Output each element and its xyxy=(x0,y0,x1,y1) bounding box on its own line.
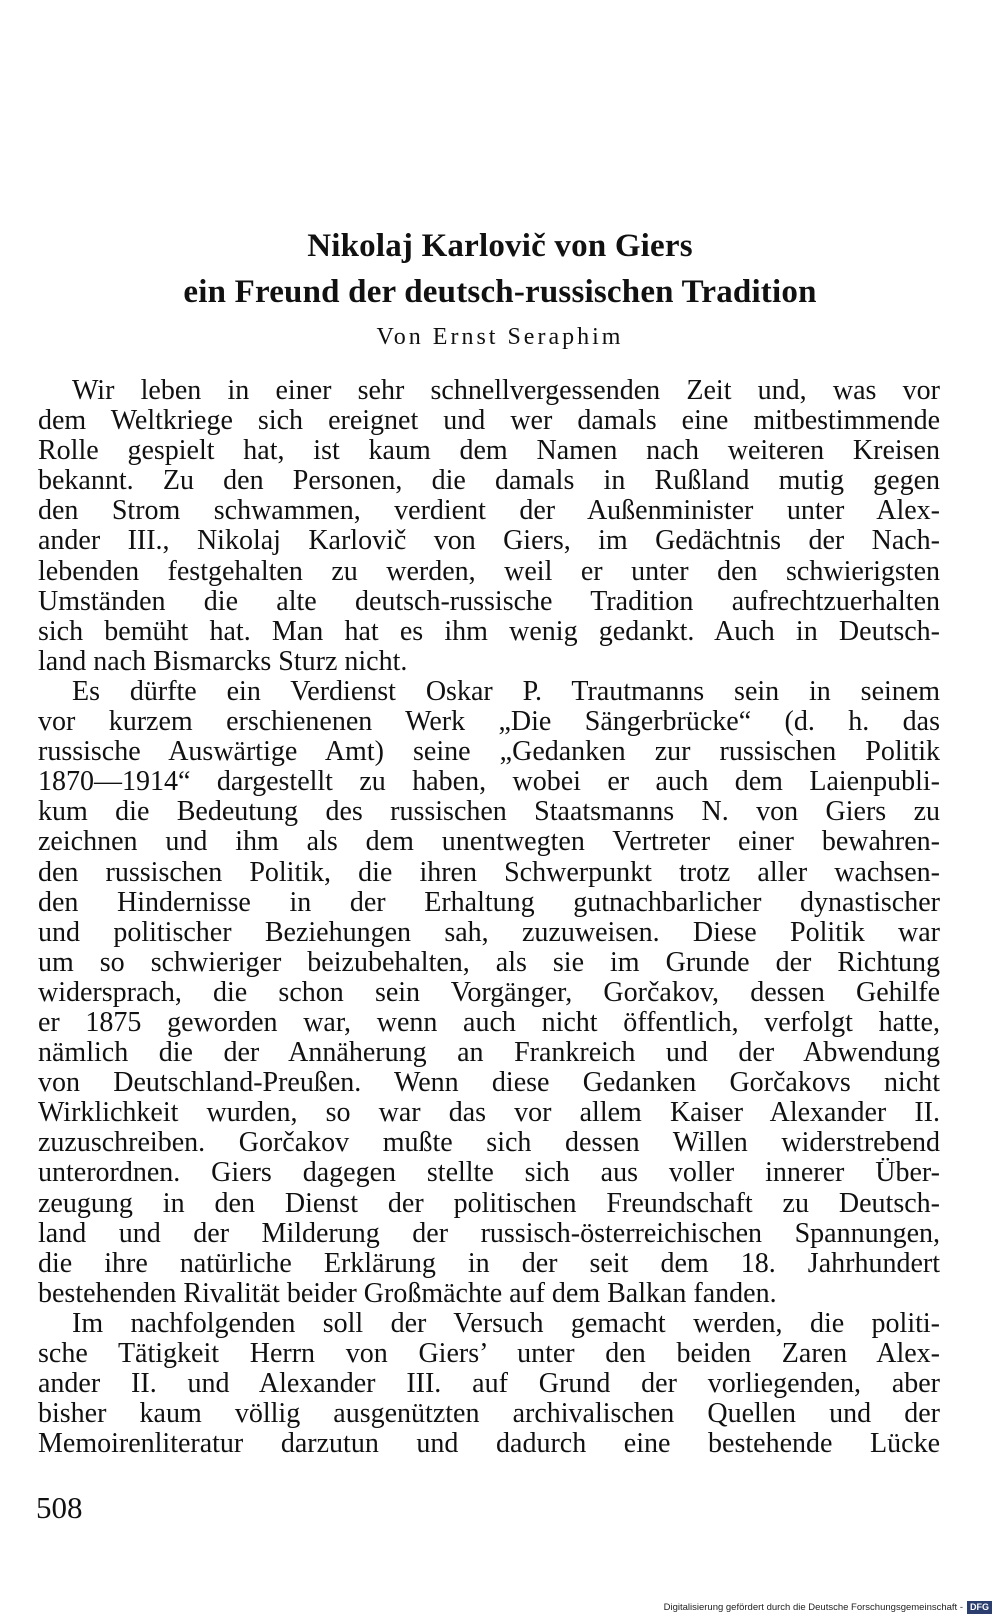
text-line: Es dürfte ein Verdienst Oskar P. Trautmanns sein in seinem xyxy=(72,676,940,707)
text-line: Memoirenliteratur darzutun und dadurch eine bestehende Lücke xyxy=(38,1429,940,1460)
text-line: bestehenden Rivalität beider Großmächte auf dem Balkan fanden. xyxy=(38,1278,777,1309)
text-line: bisher kaum völlig ausgenützten archivalischen Quellen und der xyxy=(38,1399,940,1430)
text-line: den russischen Politik, die ihren Schwerpunkt trotz aller wachsen- xyxy=(38,857,940,888)
author-byline: Von Ernst Seraphim xyxy=(376,324,624,350)
text-line: von Deutschland-Preußen. Wenn diese Gedanken Gorčakovs nicht xyxy=(38,1068,940,1099)
article-title-line-1: Nikolaj Karlovič von Giers xyxy=(307,228,693,264)
text-line: bekannt. Zu den Personen, die damals in Rußland mutig gegen xyxy=(38,466,940,497)
text-line: Wirklichkeit wurden, so war das vor allem Kaiser Alexander II. xyxy=(38,1098,940,1129)
text-line: und politischer Beziehungen sah, zuzuweisen. Diese Politik war xyxy=(38,917,940,948)
text-line: Rolle gespielt hat, ist kaum dem Namen nach weiteren Kreisen xyxy=(38,436,940,467)
text-line: zeichnen und ihm als dem unentwegten Vertreter einer bewahren- xyxy=(38,827,940,858)
text-line: ander II. und Alexander III. auf Grund der vorliegenden, aber xyxy=(38,1369,940,1400)
text-line: 1870—1914“ dargestellt zu haben, wobei er auch dem Laienpubli- xyxy=(38,767,940,798)
text-line: widersprach, die schon sein Vorgänger, Gorčakov, dessen Gehilfe xyxy=(38,977,940,1008)
text-line: land nach Bismarcks Sturz nicht. xyxy=(38,646,408,677)
dfg-logo-icon: DFG xyxy=(967,1601,992,1614)
text-line: russische Auswärtige Amt) seine „Gedanken zur russischen Politik xyxy=(38,737,940,768)
text-line: Wir leben in einer sehr schnellvergessenden Zeit und, was vor xyxy=(72,376,940,406)
text-line: er 1875 geworden war, wenn auch nicht öffentlich, verfolgt hatte, xyxy=(38,1007,940,1038)
text-line: den Hindernisse in der Erhaltung gutnachbarlicher dynastischer xyxy=(38,887,940,918)
text-line: zuzuschreiben. Gorčakov mußte sich dessen Willen widerstrebend xyxy=(38,1128,940,1159)
page-number: 508 xyxy=(36,1490,83,1525)
digitization-credit xyxy=(664,1601,992,1614)
text-line: Umständen die alte deutsch-russische Tradition aufrechtzuerhalten xyxy=(38,586,940,617)
text-line: ander III., Nikolaj Karlovič von Giers, im Gedächtnis der Nach- xyxy=(38,526,940,557)
text-line: sche Tätigkeit Herrn von Giers’ unter den beiden Zaren Alex- xyxy=(38,1339,940,1369)
text-line: Im nachfolgenden soll der Versuch gemacht werden, die politi- xyxy=(72,1308,940,1339)
text-line: kum die Bedeutung des russischen Staatsmanns N. von Giers zu xyxy=(38,797,940,828)
text-line: dem Weltkriege sich ereignet und wer damals eine mitbestimmende xyxy=(38,406,940,437)
article-title-line-2: ein Freund der deutsch-russischen Tradition xyxy=(183,274,817,310)
text-line: vor kurzem erschienenen Werk „Die Sängerbrücke“ (d. h. das xyxy=(38,707,940,738)
text-line: nämlich die der Annäherung an Frankreich und der Abwendung xyxy=(38,1038,940,1069)
article-body xyxy=(38,376,940,1459)
text-line: die ihre natürliche Erklärung in der seit dem 18. Jahrhundert xyxy=(38,1248,940,1279)
text-line: lebenden festgehalten zu werden, weil er unter den schwierigsten xyxy=(38,556,940,587)
digitization-credit-text: Digitalisierung gefördert durch die Deutsche Forschungsgemeinschaft - xyxy=(663,1602,963,1613)
text-line: um so schwieriger beizubehalten, als sie im Grunde der Richtung xyxy=(38,947,940,978)
text-line: den Strom schwammen, verdient der Außenminister unter Alex- xyxy=(38,496,940,527)
text-line: zeugung in den Dienst der politischen Freundschaft zu Deutsch- xyxy=(38,1188,940,1219)
text-line: sich bemüht hat. Man hat es ihm wenig gedankt. Auch in Deutsch- xyxy=(38,616,940,647)
text-line: unterordnen. Giers dagegen stellte sich aus voller innerer Über- xyxy=(38,1158,940,1189)
text-line: land und der Milderung der russisch-österreichischen Spannungen, xyxy=(38,1218,940,1249)
